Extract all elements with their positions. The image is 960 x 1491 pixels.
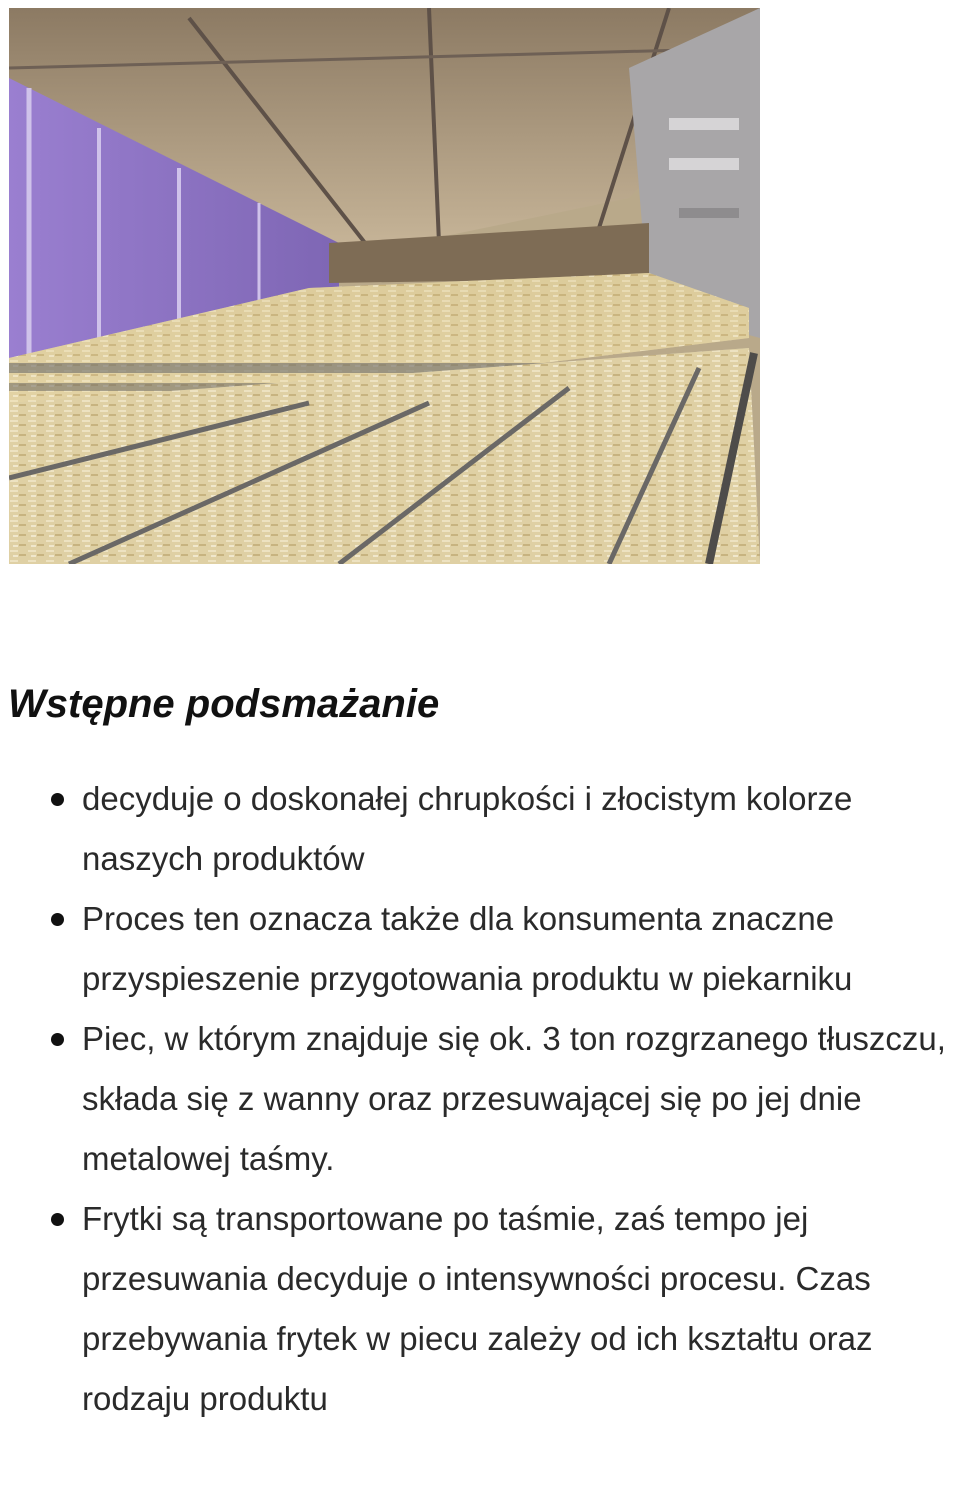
bullet-icon — [51, 793, 64, 806]
frying-line-photo — [9, 8, 760, 564]
bullet-icon — [51, 1033, 64, 1046]
list-item — [0, 1009, 960, 1189]
bullet-icon — [51, 913, 64, 926]
bullet-icon — [51, 1213, 64, 1226]
list-item-text: Piec, w którym znajduje się ok. 3 ton rozgrzanego tłuszczu, składa się z wanny oraz przesuwającej się po jej dnie metalowej taśmy. — [82, 1020, 946, 1177]
section-heading: Wstępne podsmażanie — [8, 682, 440, 726]
list-item-text: Frytki są transportowane po taśmie, zaś tempo jej przesuwania decyduje o intensywności procesu. Czas przebywania frytek w piecu zależy od ich kształtu oraz rodzaju produktu — [82, 1200, 873, 1417]
list-item-text: Proces ten oznacza także dla konsumenta znaczne przyspieszenie przygotowania produktu w piekarniku — [82, 900, 853, 997]
fryer-conveyor-illustration — [9, 8, 760, 564]
bullet-list — [0, 769, 960, 1429]
list-item-text: decyduje o doskonałej chrupkości i złocistym kolorze naszych produktów — [82, 780, 853, 877]
list-item — [0, 889, 960, 1009]
list-item — [0, 1189, 960, 1429]
list-item — [0, 769, 960, 889]
